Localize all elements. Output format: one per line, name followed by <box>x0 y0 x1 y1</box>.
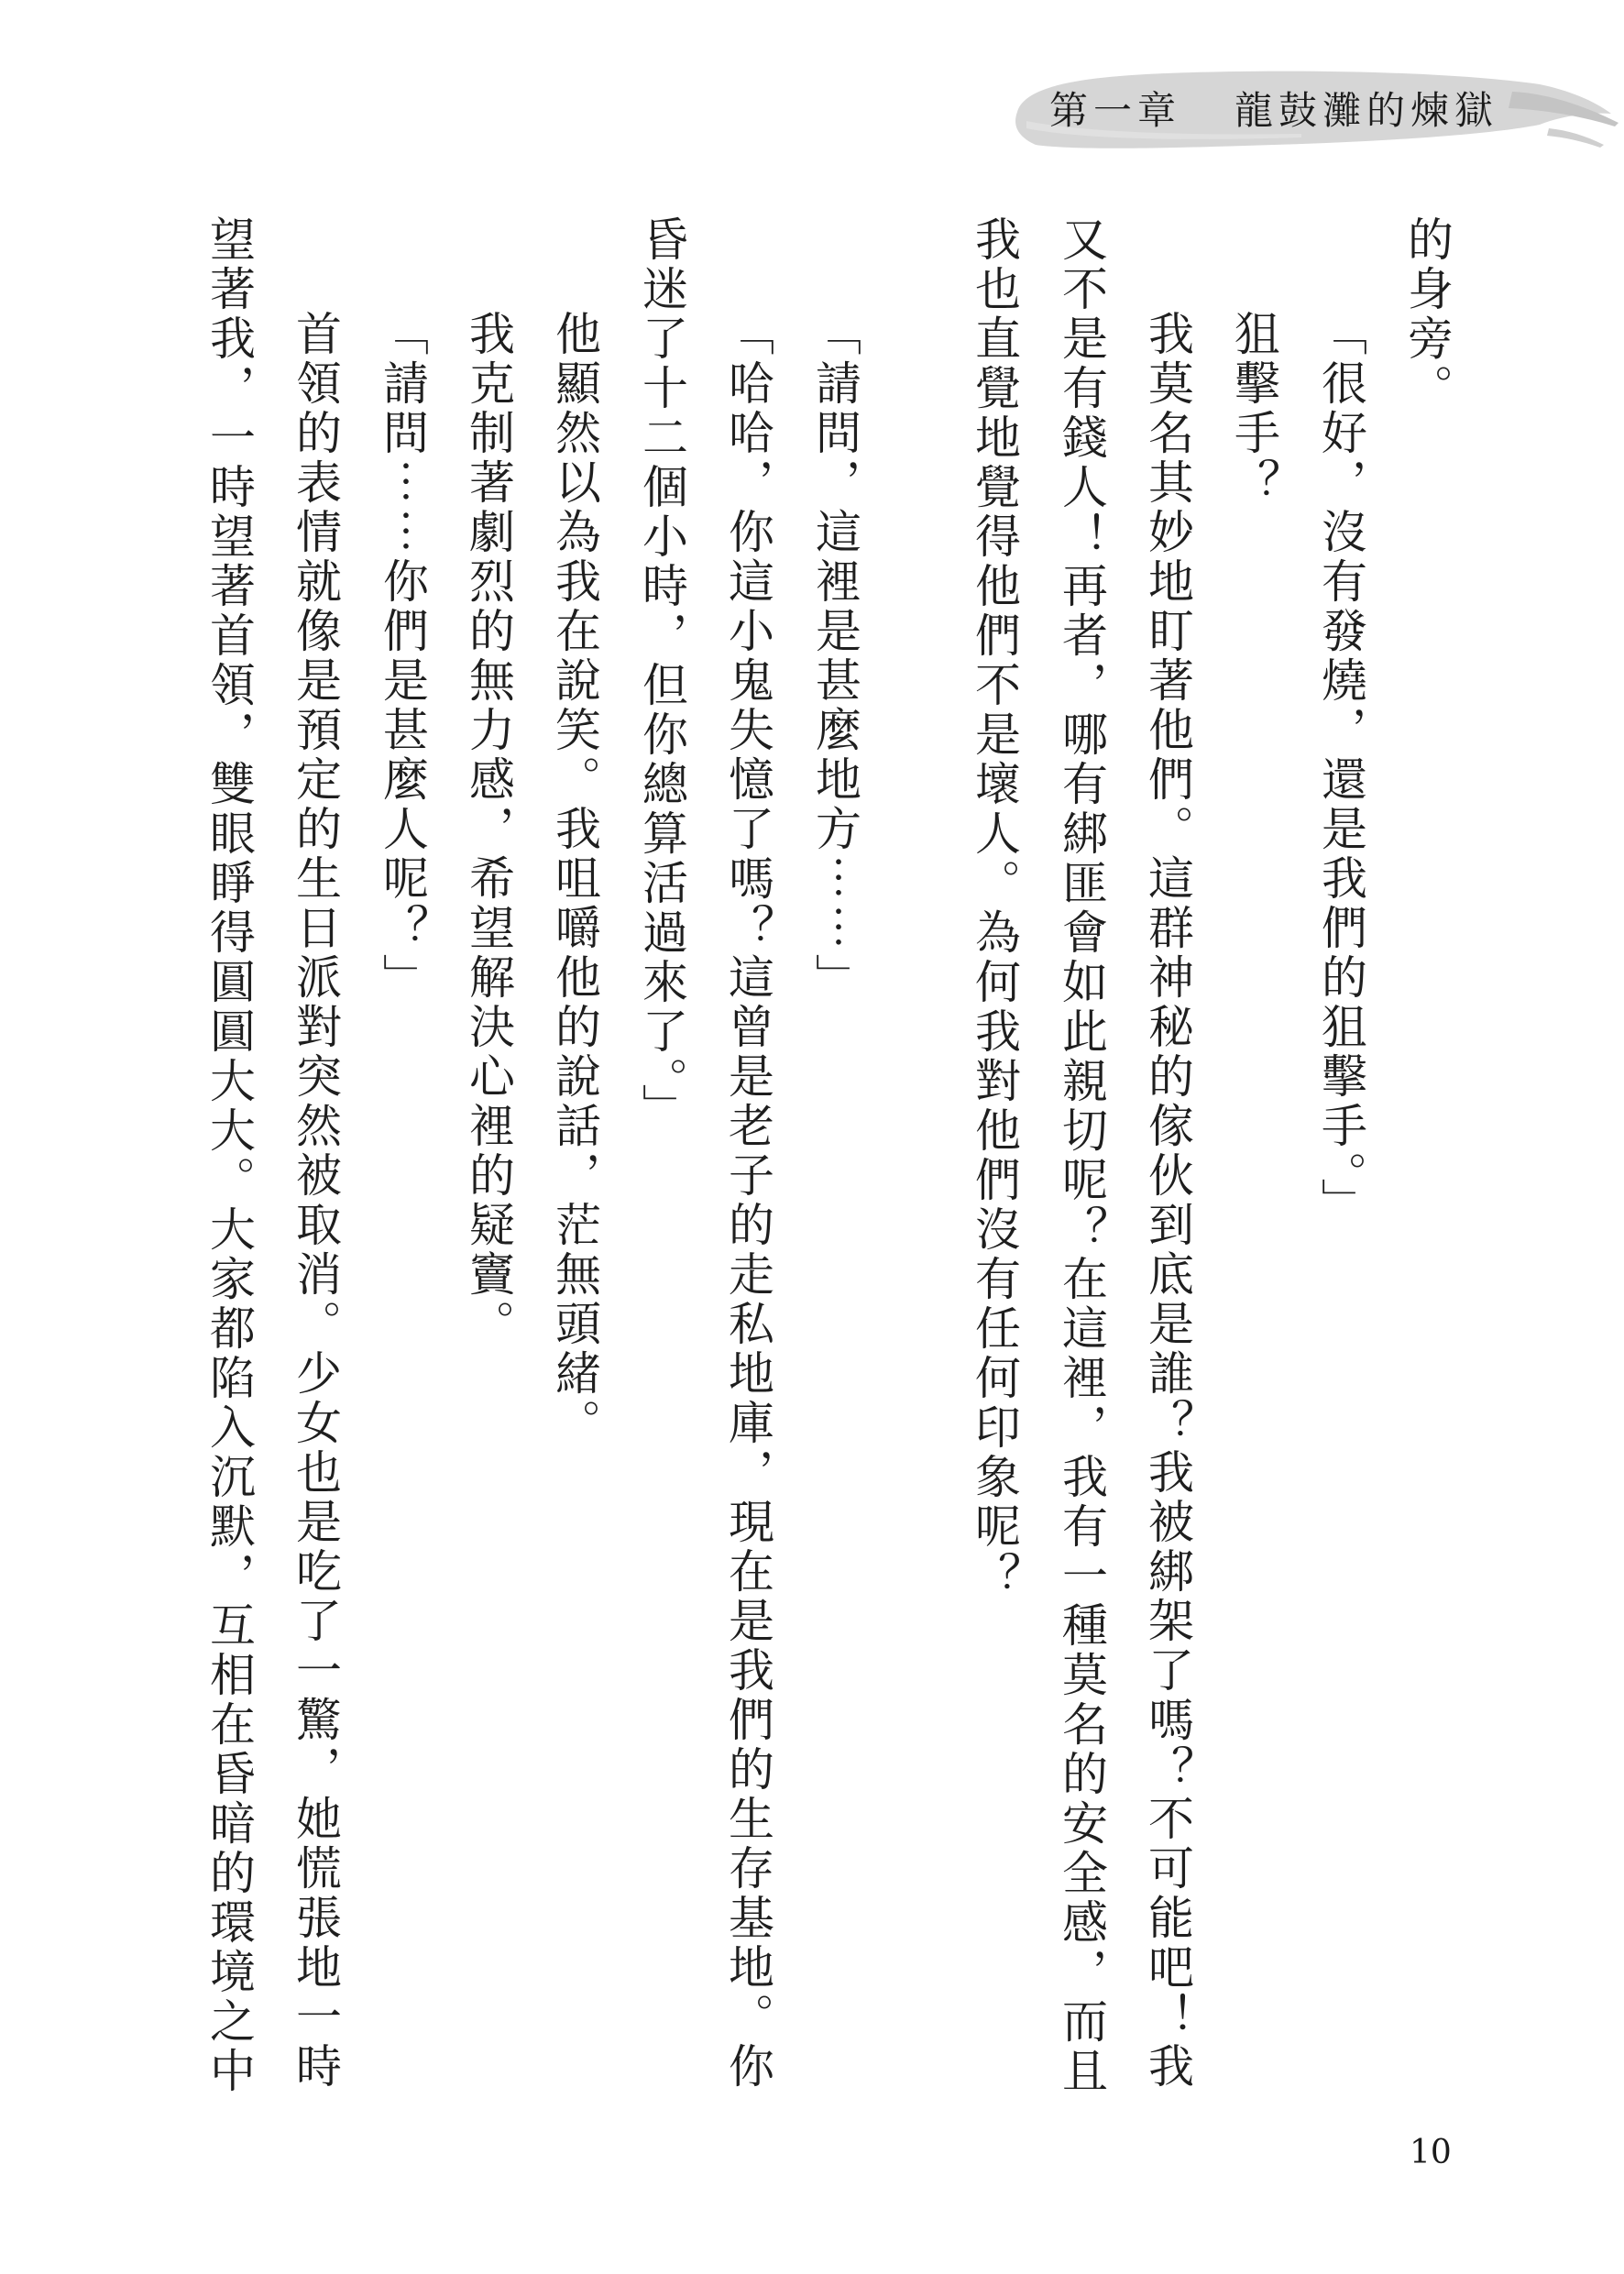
text-column-10: 他顯然以為我在說笑。我咀嚼他的說話，茫無頭緒。 <box>548 310 601 1448</box>
chapter-label: 第一章 <box>1049 88 1182 133</box>
text-column-5: 又不是有錢人！再者，哪有綁匪會如此親切呢？在這裡，我有一種莫名的安全感，而且 <box>1055 215 1108 2096</box>
text-column-13: 首領的表情就像是預定的生日派對突然被取消。少女也是吃了一驚，她慌張地一時 <box>289 310 342 2092</box>
text-column-7: 「請問，這裡是甚麼地方⋯⋯」 <box>808 310 861 1003</box>
text-column-9: 昏迷了十二個小時，但你總算活過來了。」 <box>635 215 688 1133</box>
chapter-title: 龍鼓灘的煉獄 <box>1234 88 1499 133</box>
running-head <box>1049 81 1498 136</box>
text-column-8: 「哈哈，你這小鬼失憶了嗎？這曾是老子的走私地庫，現在是我們的生存基地。你 <box>721 310 774 2092</box>
page-number: 10 <box>1410 2134 1452 2171</box>
text-column-12: 「請問⋯⋯你們是甚麼人呢？」 <box>376 310 429 1003</box>
text-column-11: 我克制著劇烈的無力感，希望解決心裡的疑竇。 <box>462 310 515 1349</box>
text-column-3: 狙擊手？ <box>1227 310 1280 508</box>
text-column-14: 望著我，一時望著首領，雙眼睜得圓圓大大。大家都陷入沉默，互相在昏暗的環境之中 <box>203 215 256 2096</box>
text-column-4: 我莫名其妙地盯著他們。這群神秘的傢伙到底是誰？我被綁架了嗎？不可能吧！我 <box>1141 310 1194 2092</box>
text-column-1: 的身旁。 <box>1400 215 1454 413</box>
text-column-6: 我也直覺地覺得他們不是壞人。為何我對他們沒有任何印象呢？ <box>968 215 1021 1601</box>
text-column-2: 「很好，沒有發燒，還是我們的狙擊手。」 <box>1314 310 1367 1227</box>
